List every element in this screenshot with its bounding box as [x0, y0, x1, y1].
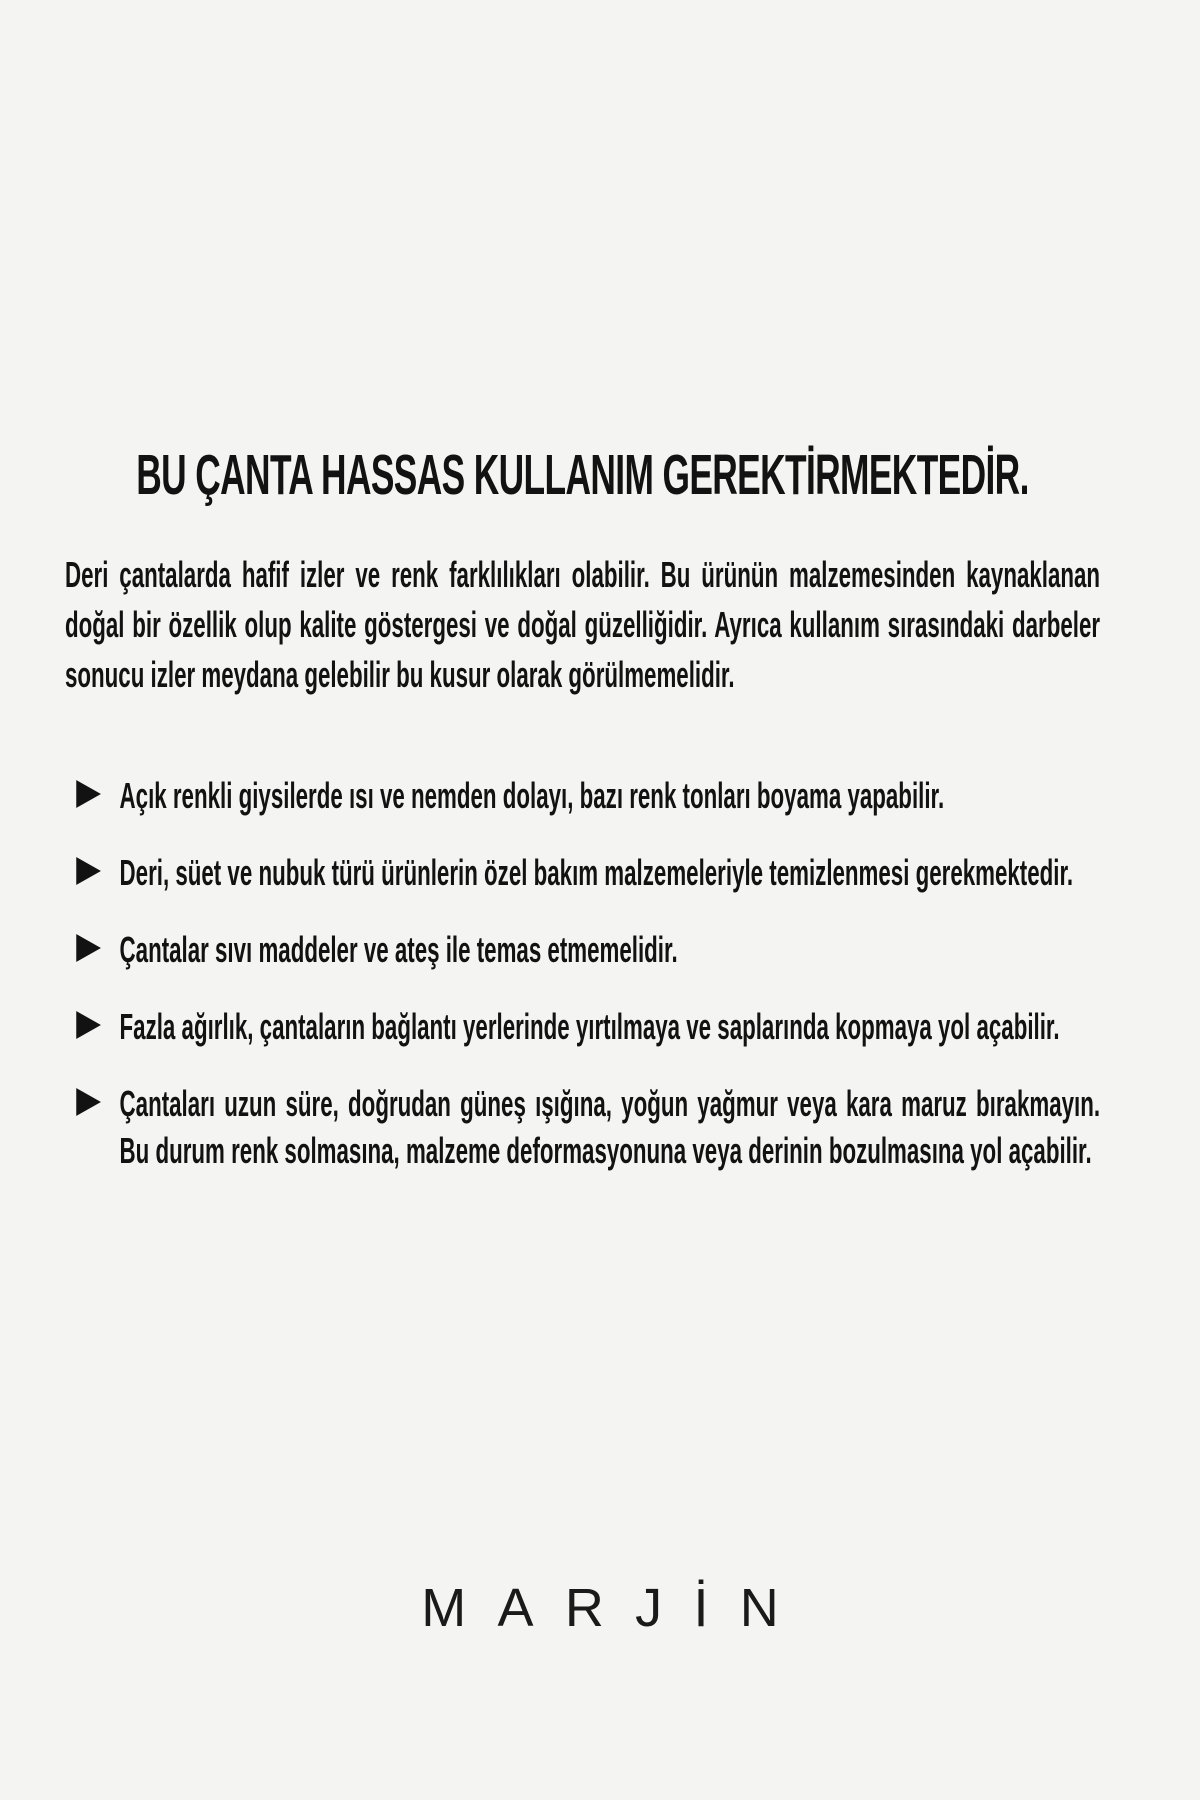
- triangle-bullet-icon: [76, 934, 101, 962]
- bullet-item: [65, 1003, 1100, 1050]
- bullet-item: [65, 1080, 1100, 1174]
- bullet-text: Açık renkli giysilerde ısı ve nemden dolayı, bazı renk tonları boyama yapabilir.: [119, 775, 945, 816]
- triangle-bullet-icon: [76, 1011, 101, 1039]
- bullet-item: [65, 926, 1100, 973]
- care-bullet-list: [65, 772, 1100, 1174]
- triangle-bullet-icon: [76, 857, 101, 885]
- brand-logo: [0, 1578, 1200, 1638]
- bullet-text: Deri, süet ve nubuk türü ürünlerin özel bakım malzemeleriyle temizlenmesi gerekmektedir.: [119, 852, 1074, 893]
- bullet-item: [65, 772, 1100, 819]
- bullet-text: Çantalar sıvı maddeler ve ateş ile temas etmemelidir.: [119, 929, 678, 970]
- triangle-bullet-icon: [76, 1088, 101, 1116]
- intro-paragraph: Deri çantalarda hafif izler ve renk farklılıkları olabilir. Bu ürünün malzemesinden kaynaklanan doğal bir özellik olup kalite göstergesi ve doğal güzelliğidir. Ayrıca kullanım sırasındaki darbeler sonucu izler meydana gelebilir bu kusur olarak görülmemelidir.: [65, 554, 1101, 695]
- care-title: BU ÇANTA HASSAS KULLANIM GEREKTİRMEKTEDİR.: [136, 443, 1029, 507]
- bullet-text: Çantaları uzun süre, doğrudan güneş ışığına, yoğun yağmur veya kara maruz bırakmayın. Bu durum renk solmasına, malzeme deformasyonuna veya derinin bozulmasına yol açabilir.: [119, 1083, 1101, 1171]
- bullet-item: [65, 849, 1100, 896]
- brand-logo-text: MARJİN: [421, 1578, 811, 1638]
- bullet-text: Fazla ağırlık, çantaların bağlantı yerlerinde yırtılmaya ve saplarında kopmaya yol açabilir.: [119, 1006, 1060, 1047]
- card-content: [65, 444, 1100, 1174]
- triangle-bullet-icon: [76, 780, 101, 808]
